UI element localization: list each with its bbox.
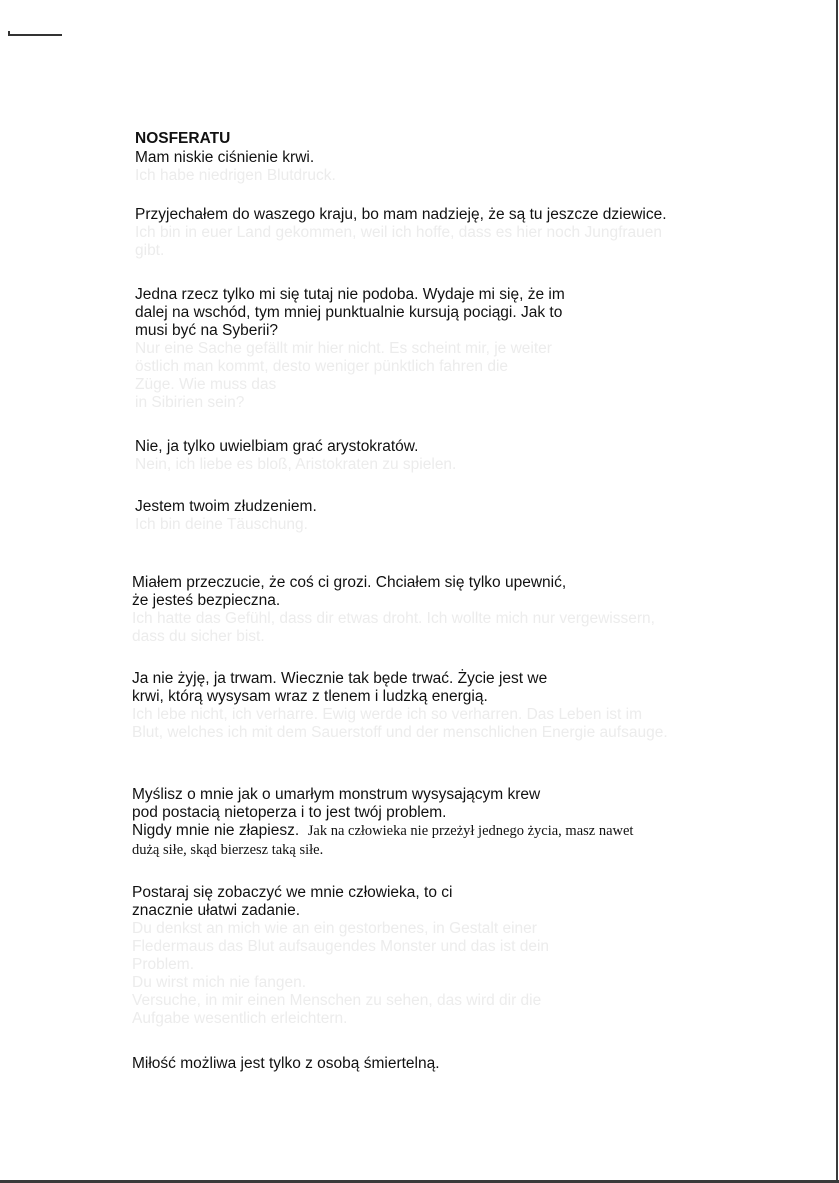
ghost-line: Versuche, in mir einen Menschen zu sehen, das wird dir die [132,992,542,1009]
text-block-8 [132,884,549,1028]
ghost-line: Blut, welches ich mit dem Sauerstoff und der menschlichen Energie aufsauge. [132,724,668,741]
text-line-mixed [132,822,633,840]
ghost-line: in Sibirien sein? [135,394,245,411]
text-line: znacznie ułatwi zadanie. [132,902,301,919]
ghost-line: Ich habe niedrigen Blutdruck. [135,167,336,184]
text-line: Miłość możliwa jest tylko z osobą śmiertelną. [132,1055,440,1072]
text-line: że jesteś bezpieczna. [132,592,281,609]
scan-mark [8,34,62,36]
text-block-9 [132,1055,440,1073]
text-line: krwi, którą wysysam wraz z tlenem i ludzką energią. [132,688,488,705]
text-line: musi być na Syberii? [135,322,279,339]
text-block-4 [135,498,317,534]
ghost-line: dass du sicher bist. [132,628,265,645]
text-line: Ja nie żyję, ja trwam. Wiecznie tak będe trwać. Życie jest we [132,670,548,687]
text-block-2 [135,286,565,412]
text-line: Nie, ja tylko uwielbiam grać arystokratów. [135,438,419,455]
text-line: Przyjechałem do waszego kraju, bo mam nadzieję, że są tu jeszcze dziewice. [135,206,667,223]
scan-mark-tick [8,31,10,35]
ghost-line: gibt. [135,242,165,259]
ghost-line: Züge. Wie muss das [135,376,277,393]
ghost-line: östlich man kommt, desto weniger pünktlich fahren die [135,358,509,375]
text-block-0 [135,149,336,185]
text-block-5 [132,574,655,646]
ghost-line: Fledermaus das Blut aufsaugendes Monster und das ist dein [132,938,550,955]
ghost-line: Ich lebe nicht, ich verharre. Ewig werde ich so verharren. Das Leben ist im [132,706,643,723]
text-block-3 [135,438,456,474]
ghost-line: Nein, ich liebe es bloß, Aristokraten zu spielen. [135,456,457,473]
text-line: Miałem przeczucie, że coś ci grozi. Chciałem się tylko upewnić, [132,574,567,591]
text-line: pod postacią nietoperza i to jest twój problem. [132,804,447,821]
serif-inline-text: Jak na człowieka nie przeżył jednego życia, masz nawet [307,823,634,839]
text-line: Jestem twoim złudzeniem. [135,498,317,515]
ghost-line: Ich bin deine Täuschung. [135,516,308,533]
text-line: Postaraj się zobaczyć we mnie człowieka, to ci [132,884,453,901]
text-line: Nigdy mnie nie złapiesz. [132,822,300,839]
ghost-line: Du wirst mich nie fangen. [132,974,307,991]
ghost-line: Ich hatte das Gefühl, dass dir etwas droht. Ich wollte mich nur vergewissern, [132,610,655,627]
text-block-6 [132,670,668,742]
text-line: dalej na wschód, tym mniej punktualnie kursują pociągi. Jak to [135,304,563,321]
ghost-line: Aufgabe wesentlich erleichtern. [132,1010,348,1027]
ghost-line: Problem. [132,956,195,973]
text-line: Jedna rzecz tylko mi się tutaj nie podoba. Wydaje mi się, że im [135,286,565,303]
ghost-line: Ich bin in euer Land gekommen, weil ich hoffe, dass es hier noch Jungfrauen [135,224,663,241]
document-title: NOSFERATU [135,130,231,147]
ghost-line: Nur eine Sache gefällt mir hier nicht. Es scheint mir, je weiter [135,340,552,357]
serif-line: dużą siłe, skąd bierzesz taką siłe. [132,842,324,858]
page-edge-right [836,0,838,1183]
ghost-line: Du denkst an mich wie an ein gestorbenes, in Gestalt einer [132,920,537,937]
text-block-7 [132,786,633,860]
text-block-1 [135,206,667,260]
text-line: Myślisz o mnie jak o umarłym monstrum wysysającym krew [132,786,541,803]
text-line: Mam niskie ciśnienie krwi. [135,149,315,166]
